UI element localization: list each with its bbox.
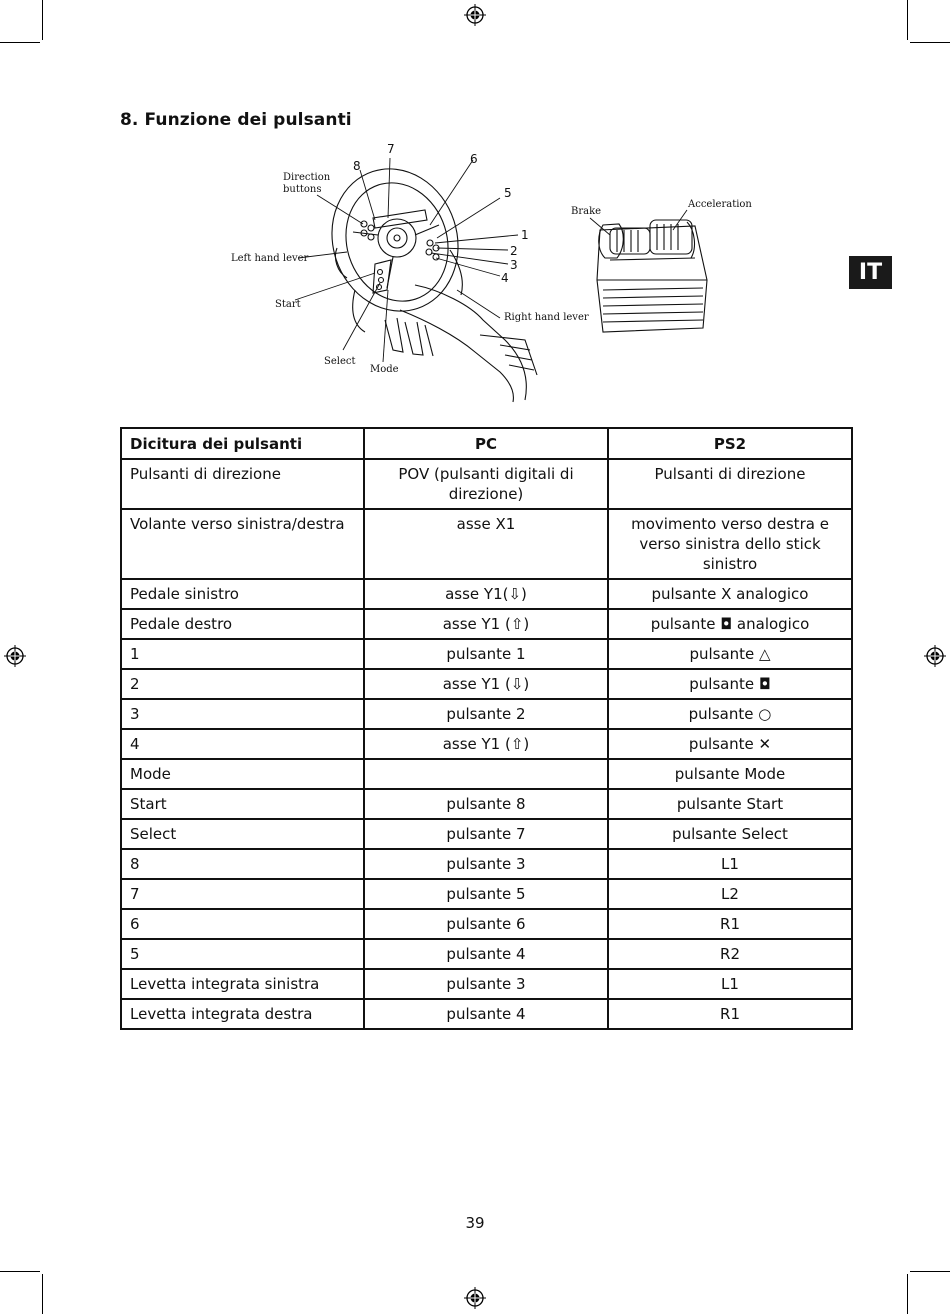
table-cell: 6 [121, 909, 364, 939]
table-cell: pulsante ◘ analogico [608, 609, 852, 639]
label-direction-buttons: buttons [283, 184, 322, 195]
label-number-3: 3 [510, 258, 518, 272]
label-number-6: 6 [470, 152, 478, 166]
table-cell: R2 [608, 939, 852, 969]
column-header: Dicitura dei pulsanti [121, 428, 364, 459]
language-tab: IT [849, 256, 892, 289]
table-cell: Volante verso sinistra/destra [121, 509, 364, 579]
table-cell: 2 [121, 669, 364, 699]
table-cell: 8 [121, 849, 364, 879]
table-cell: Pedale sinistro [121, 579, 364, 609]
table-row [121, 609, 852, 639]
table-cell: pulsante 1 [364, 639, 608, 669]
table-cell: asse Y1 (⇧) [364, 729, 608, 759]
table-cell: pulsante △ [608, 639, 852, 669]
table-cell: Start [121, 789, 364, 819]
table-cell: pulsante Mode [608, 759, 852, 789]
table-row [121, 509, 852, 579]
table-row [121, 939, 852, 969]
table-row [121, 969, 852, 999]
table-cell: pulsante ✕ [608, 729, 852, 759]
label-brake: Brake [571, 206, 602, 217]
table-cell: pulsante 3 [364, 969, 608, 999]
table-row [121, 699, 852, 729]
registration-mark-icon [464, 1287, 486, 1309]
crop-mark [0, 42, 40, 43]
table-row [121, 879, 852, 909]
label-start: Start [275, 299, 301, 310]
crop-mark [910, 1271, 950, 1272]
table-row [121, 909, 852, 939]
table-cell: R1 [608, 999, 852, 1029]
table-cell: pulsante X analogico [608, 579, 852, 609]
table-cell: pulsante Select [608, 819, 852, 849]
steering-wheel-diagram [225, 140, 755, 410]
table-cell [364, 759, 608, 789]
table-row [121, 999, 852, 1029]
label-number-8: 8 [353, 159, 361, 173]
table-row [121, 639, 852, 669]
table-cell: Pulsanti di direzione [121, 459, 364, 509]
table-cell: Levetta integrata sinistra [121, 969, 364, 999]
table-cell: 4 [121, 729, 364, 759]
table-cell: Pedale destro [121, 609, 364, 639]
table-row [121, 819, 852, 849]
table-cell: asse Y1 (⇧) [364, 609, 608, 639]
label-direction-buttons: Direction [283, 172, 331, 183]
table-cell: pulsante ○ [608, 699, 852, 729]
registration-mark-icon [464, 4, 486, 26]
label-right-hand-lever: Right hand lever [504, 312, 589, 323]
table-cell: 5 [121, 939, 364, 969]
crop-mark [907, 1274, 908, 1314]
label-left-hand-lever: Left hand lever [231, 253, 309, 264]
crop-mark [910, 42, 950, 43]
label-number-2: 2 [510, 244, 518, 258]
column-header: PS2 [608, 428, 852, 459]
button-function-table [120, 427, 853, 1030]
table-row [121, 759, 852, 789]
table-cell: Mode [121, 759, 364, 789]
table-cell: L2 [608, 879, 852, 909]
crop-mark [0, 1271, 40, 1272]
page-number: 39 [465, 1214, 485, 1232]
label-number-1: 1 [521, 228, 529, 242]
table-row [121, 669, 852, 699]
table-cell: 7 [121, 879, 364, 909]
table-row [121, 459, 852, 509]
table-cell: pulsante 2 [364, 699, 608, 729]
crop-mark [42, 0, 43, 40]
table-cell: 1 [121, 639, 364, 669]
table-row [121, 789, 852, 819]
table-row [121, 729, 852, 759]
section-title: 8. Funzione dei pulsanti [120, 110, 352, 130]
crop-mark [42, 1274, 43, 1314]
registration-mark-icon [4, 645, 26, 667]
table-row [121, 849, 852, 879]
table-cell: pulsante 7 [364, 819, 608, 849]
table-cell: pulsante 8 [364, 789, 608, 819]
table-cell: pulsante 5 [364, 879, 608, 909]
table-cell: Levetta integrata destra [121, 999, 364, 1029]
table-cell: pulsante Start [608, 789, 852, 819]
label-number-5: 5 [504, 186, 512, 200]
table-cell: Pulsanti di direzione [608, 459, 852, 509]
table-cell: movimento verso destra e verso sinistra dello stick sinistro [608, 509, 852, 579]
table-cell: pulsante 3 [364, 849, 608, 879]
table-cell: pulsante 4 [364, 939, 608, 969]
label-select: Select [324, 356, 356, 367]
label-number-7: 7 [387, 142, 395, 156]
label-number-4: 4 [501, 271, 509, 285]
table-cell: L1 [608, 849, 852, 879]
table-cell: asse X1 [364, 509, 608, 579]
table-cell: L1 [608, 969, 852, 999]
crop-mark [907, 0, 908, 40]
table-cell: pulsante 6 [364, 909, 608, 939]
column-header: PC [364, 428, 608, 459]
table-cell: Select [121, 819, 364, 849]
table-cell: asse Y1(⇩) [364, 579, 608, 609]
registration-mark-icon [924, 645, 946, 667]
label-acceleration: Acceleration [688, 199, 752, 210]
label-mode: Mode [370, 364, 399, 375]
table-cell: asse Y1 (⇩) [364, 669, 608, 699]
table-cell: POV (pulsanti digitali di direzione) [364, 459, 608, 509]
table-cell: 3 [121, 699, 364, 729]
table-header-row [121, 428, 852, 459]
table-row [121, 579, 852, 609]
table-cell: pulsante ◘ [608, 669, 852, 699]
table-cell: R1 [608, 909, 852, 939]
table-cell: pulsante 4 [364, 999, 608, 1029]
